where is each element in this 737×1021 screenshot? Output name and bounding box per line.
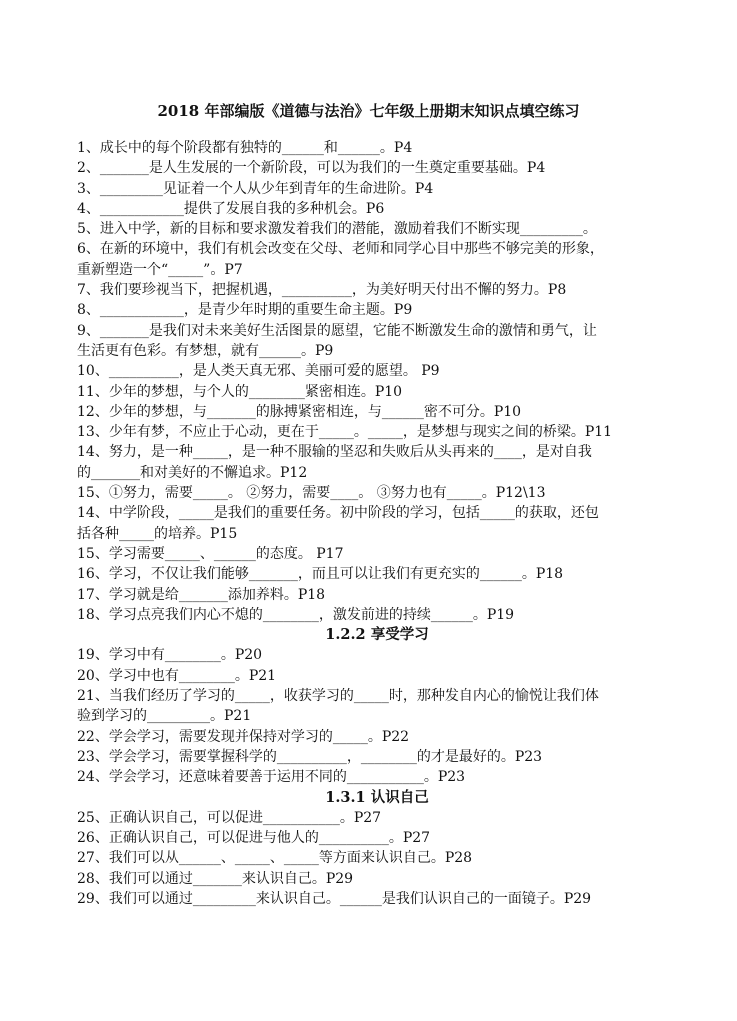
section-heading: 1.3.1 认识自己 <box>325 788 429 806</box>
question-line: 7、我们要珍视当下，把握机遇，__________，为美好明天付出不懈的努力。P8 <box>77 282 567 299</box>
question-line: 的_______和对美好的不懈追求。P12 <box>77 464 308 481</box>
document-title: 2018 年部编版《道德与法治》七年级上册期末知识点填空练习 <box>157 102 580 120</box>
question-line: 24、学会学习，还意味着要善于运用不同的___________。P23 <box>77 769 466 786</box>
question-line: 4、____________提供了发展自我的多种机会。P6 <box>77 200 385 217</box>
question-line: 16、学习，不仅让我们能够_______，而且可以让我们有更充实的______。P18 <box>77 566 564 583</box>
question-line: 28、我们可以通过_______来认识自己。P29 <box>77 870 354 887</box>
question-line: 验到学习的_________。P21 <box>77 708 252 725</box>
section-heading: 1.2.2 享受学习 <box>325 626 429 644</box>
question-line: 20、学习中也有________。P21 <box>77 667 277 684</box>
question-line: 生活更有色彩。有梦想，就有______。P9 <box>77 342 334 359</box>
question-line: 18、学习点亮我们内心不熄的________，激发前进的持续______。P19 <box>77 606 515 623</box>
question-line: 1、成长中的每个阶段都有独特的______和______。P4 <box>77 140 413 156</box>
question-line: 6、在新的环境中，我们有机会改变在父母、老师和同学心目中那些不够完美的形象， <box>77 241 604 258</box>
question-line: 25、正确认识自己，可以促进___________。P27 <box>77 809 382 826</box>
question-line: 29、我们可以通过_________来认识自己。______是我们认识自己的一面镜子。P29 <box>77 890 592 907</box>
question-line: 23、学会学习，需要掌握科学的__________，________的才是最好的。P23 <box>77 748 543 765</box>
question-line: 3、_________见证着一个人从少年到青年的生命进阶。P4 <box>77 180 434 197</box>
question-line: 21、当我们经历了学习的_____，收获学习的_____时，那种发自内心的愉悦让我们体 <box>77 688 599 705</box>
question-line: 13、少年有梦，不应止于心动，更在于_____。_____，是梦想与现实之间的桥梁。P11 <box>77 424 613 441</box>
question-line: 重新塑造一个“_____”。P7 <box>77 261 243 278</box>
question-line: 17、学习就是给_______添加养料。P18 <box>77 586 326 603</box>
question-line: 14、努力，是一种_____，是一种不服输的坚忍和失败后从头再来的____，是对自我 <box>77 444 592 461</box>
question-line: 15、学习需要_____、______的态度。 P17 <box>77 545 344 562</box>
question-line: 括各种_____的培养。P15 <box>77 525 238 542</box>
question-line: 2、_______是人生发展的一个新阶段，可以为我们的一生奠定重要基础。P4 <box>77 160 546 177</box>
question-list <box>77 138 677 909</box>
question-line: 15、①努力，需要_____。 ②努力，需要____。 ③努力也有_____。P12\13 <box>77 485 546 502</box>
question-line: 5、进入中学，新的目标和要求激发着我们的潜能，激励着我们不断实现_________。 <box>77 221 597 238</box>
question-line: 27、我们可以从______、_____、_____等方面来认识自己。P28 <box>77 850 473 867</box>
question-line: 10、__________，是人类天真无邪、美丽可爱的愿望。 P9 <box>77 363 440 380</box>
question-line: 11、少年的梦想，与个人的________紧密相连。P10 <box>77 383 403 400</box>
question-line: 22、学会学习，需要发现并保持对学习的_____。P22 <box>77 728 410 745</box>
question-line: 12、少年的梦想，与_______的脉搏紧密相连，与______密不可分。P10 <box>77 403 522 420</box>
question-line: 9、_______是我们对未来美好生活图景的愿望，它能不断激发生命的激情和勇气，让 <box>77 322 597 339</box>
question-line: 26、正确认识自己，可以促进与他人的__________。P27 <box>77 830 431 847</box>
question-line: 14、中学阶段，_____是我们的重要任务。初中阶段的学习，包括_____的获取，还包 <box>77 505 599 522</box>
question-line: 19、学习中有________。P20 <box>77 647 263 664</box>
question-line: 8、____________，是青少年时期的重要生命主题。P9 <box>77 302 413 319</box>
